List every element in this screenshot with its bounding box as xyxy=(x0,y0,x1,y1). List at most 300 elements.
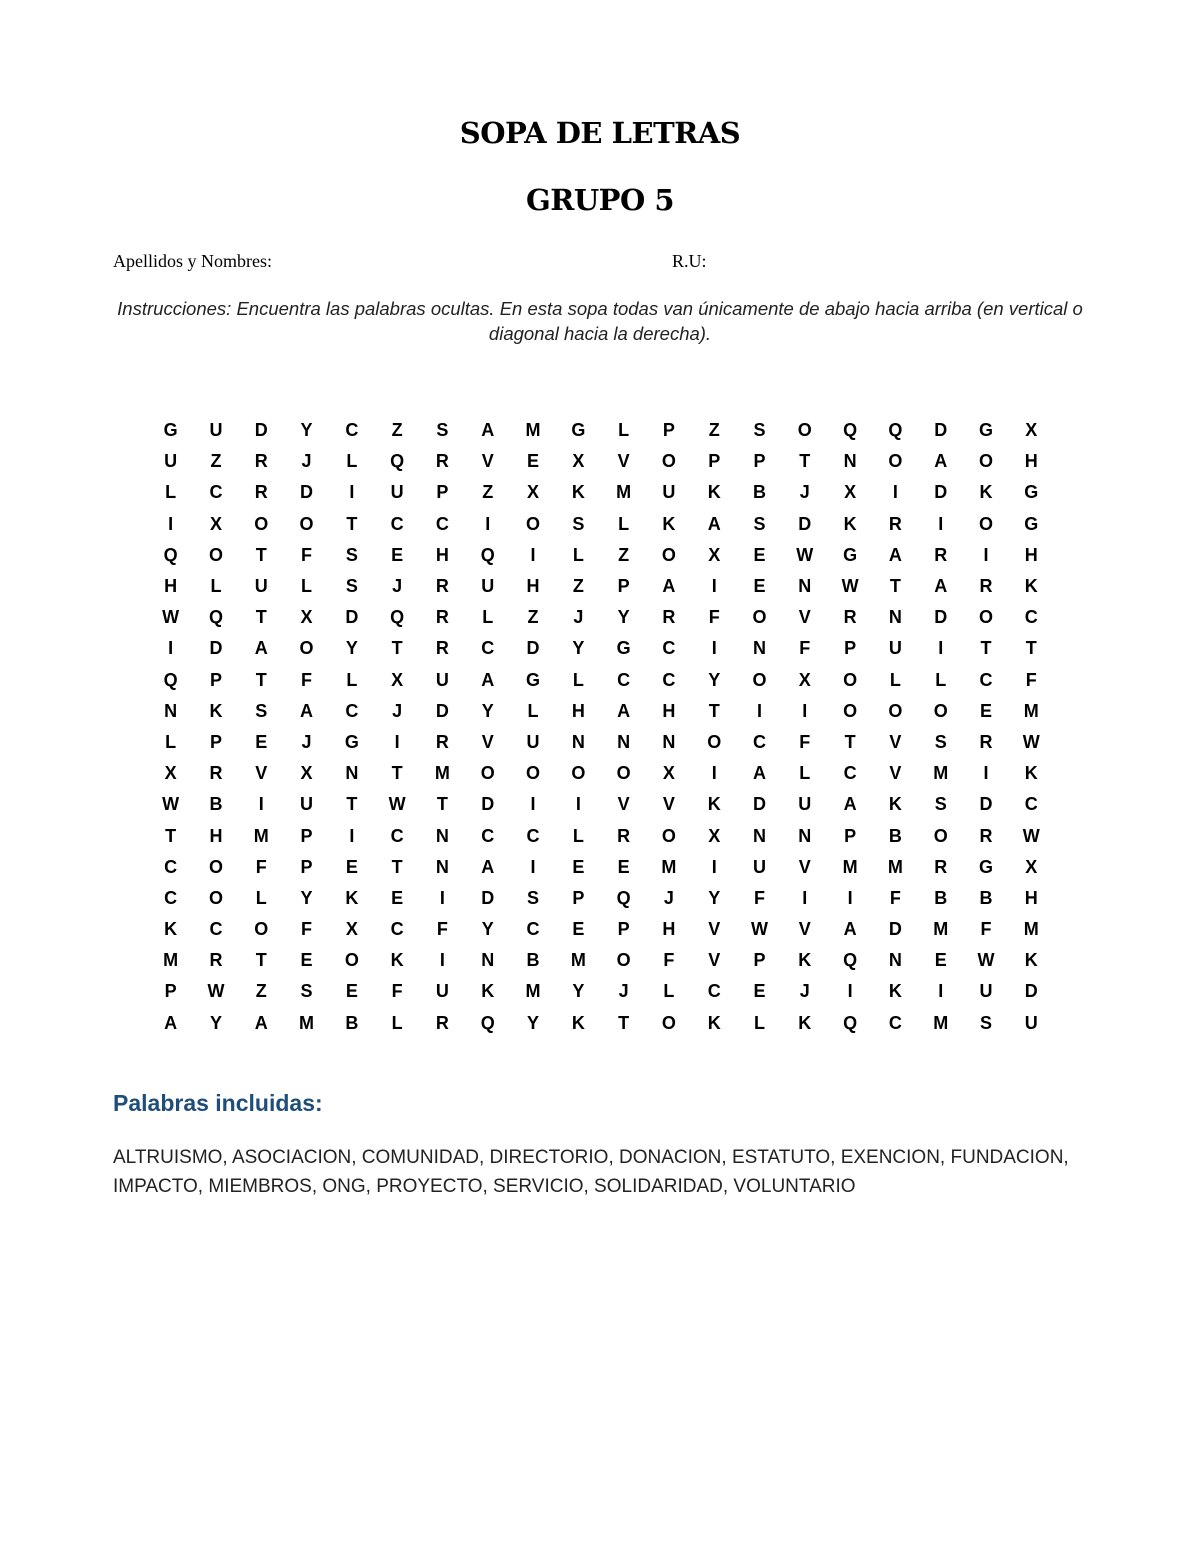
grid-letter[interactable]: O xyxy=(661,544,676,565)
grid-letter[interactable]: M xyxy=(1023,700,1039,721)
grid-letter[interactable]: G xyxy=(1024,513,1039,534)
grid-letter[interactable]: K xyxy=(888,981,902,1002)
grid-letter[interactable]: O xyxy=(661,451,676,472)
grid-letter[interactable]: U xyxy=(753,856,766,877)
grid-letter[interactable]: R xyxy=(662,607,676,628)
grid-letter[interactable]: U xyxy=(390,482,404,503)
grid-letter[interactable]: A xyxy=(843,919,857,940)
grid-letter[interactable]: A xyxy=(617,700,631,721)
grid-letter[interactable]: C xyxy=(209,482,223,503)
grid-letter[interactable]: X xyxy=(300,763,313,784)
grid-letter[interactable]: D xyxy=(435,700,449,721)
grid-letter[interactable]: N xyxy=(888,950,902,971)
grid-letter[interactable]: E xyxy=(979,700,992,721)
grid-letter[interactable]: C xyxy=(888,1012,902,1033)
grid-letter[interactable]: Q xyxy=(163,544,178,565)
grid-letter[interactable]: K xyxy=(390,950,404,971)
grid-letter[interactable]: C xyxy=(662,638,676,659)
grid-letter[interactable]: X xyxy=(708,825,721,846)
grid-letter[interactable]: Q xyxy=(390,607,405,628)
grid-letter[interactable]: N xyxy=(662,731,676,752)
grid-letter[interactable]: W xyxy=(977,950,995,971)
grid-letter[interactable]: H xyxy=(209,825,223,846)
grid-letter[interactable]: W xyxy=(796,544,814,565)
grid-letter[interactable]: E xyxy=(753,544,766,565)
grid-letter[interactable]: M xyxy=(525,981,541,1002)
grid-letter[interactable]: W xyxy=(1022,731,1040,752)
grid-letter[interactable]: U xyxy=(888,638,902,659)
grid-letter[interactable]: C xyxy=(1024,607,1038,628)
grid-letter[interactable]: X xyxy=(527,482,540,503)
grid-letter[interactable]: I xyxy=(349,482,355,503)
grid-letter[interactable]: D xyxy=(1024,981,1038,1002)
grid-letter[interactable]: S xyxy=(572,513,585,534)
grid-letter[interactable]: R xyxy=(435,1012,449,1033)
grid-letter[interactable]: Q xyxy=(163,669,178,690)
grid-letter[interactable]: W xyxy=(162,794,180,815)
grid-letter[interactable]: W xyxy=(751,919,768,940)
grid-letter[interactable]: Y xyxy=(209,1012,222,1033)
grid-letter[interactable]: C xyxy=(979,669,993,690)
grid-letter[interactable]: P xyxy=(844,825,857,846)
grid-letter[interactable]: H xyxy=(435,544,449,565)
grid-letter[interactable]: A xyxy=(888,544,902,565)
grid-letter[interactable]: G xyxy=(344,731,359,752)
grid-letter[interactable]: D xyxy=(526,638,540,659)
grid-letter[interactable]: F xyxy=(799,638,811,659)
grid-letter[interactable]: U xyxy=(435,981,449,1002)
grid-letter[interactable]: A xyxy=(481,856,495,877)
grid-letter[interactable]: Y xyxy=(708,669,721,690)
grid-letter[interactable]: X xyxy=(345,919,358,940)
grid-letter[interactable]: Q xyxy=(843,950,858,971)
grid-letter[interactable]: L xyxy=(391,1012,403,1033)
grid-letter[interactable]: F xyxy=(436,919,448,940)
grid-letter[interactable]: L xyxy=(527,700,539,721)
grid-letter[interactable]: N xyxy=(345,763,359,784)
grid-letter[interactable]: X xyxy=(164,763,177,784)
grid-letter[interactable]: F xyxy=(889,887,901,908)
grid-letter[interactable]: C xyxy=(753,731,766,752)
grid-letter[interactable]: C xyxy=(435,513,449,534)
grid-letter[interactable]: O xyxy=(208,887,223,908)
grid-letter[interactable]: I xyxy=(711,763,717,784)
grid-letter[interactable]: I xyxy=(711,856,717,877)
grid-letter[interactable]: J xyxy=(392,700,403,721)
grid-letter[interactable]: O xyxy=(299,638,314,659)
grid-letter[interactable]: L xyxy=(663,981,675,1002)
grid-letter[interactable]: X xyxy=(1025,420,1038,441)
grid-letter[interactable]: D xyxy=(934,420,948,441)
grid-letter[interactable]: U xyxy=(254,576,268,597)
grid-letter[interactable]: I xyxy=(847,981,853,1002)
grid-letter[interactable]: O xyxy=(661,1012,676,1033)
grid-letter[interactable]: S xyxy=(934,731,947,752)
grid-letter[interactable]: F xyxy=(980,919,992,940)
grid-letter[interactable]: X xyxy=(300,607,313,628)
grid-letter[interactable]: N xyxy=(888,607,902,628)
grid-letter[interactable]: I xyxy=(530,544,536,565)
grid-letter[interactable]: K xyxy=(707,482,721,503)
grid-letter[interactable]: I xyxy=(938,513,944,534)
grid-letter[interactable]: A xyxy=(707,513,721,534)
grid-letter[interactable]: L xyxy=(301,576,313,597)
grid-letter[interactable]: V xyxy=(798,919,811,940)
grid-letter[interactable]: K xyxy=(571,482,585,503)
grid-letter[interactable]: V xyxy=(255,763,268,784)
grid-letter[interactable]: K xyxy=(662,513,676,534)
grid-letter[interactable]: L xyxy=(482,607,494,628)
grid-letter[interactable]: X xyxy=(798,669,811,690)
grid-letter[interactable]: C xyxy=(390,513,404,534)
grid-letter[interactable]: I xyxy=(485,513,491,534)
grid-letter[interactable]: T xyxy=(346,794,358,815)
grid-letter[interactable]: I xyxy=(892,482,898,503)
grid-letter[interactable]: T xyxy=(889,576,901,597)
grid-letter[interactable]: H xyxy=(571,700,585,721)
grid-letter[interactable]: O xyxy=(978,513,993,534)
grid-letter[interactable]: T xyxy=(708,700,720,721)
grid-letter[interactable]: N xyxy=(435,856,449,877)
grid-letter[interactable]: C xyxy=(345,420,359,441)
grid-letter[interactable]: D xyxy=(934,482,948,503)
grid-letter[interactable]: R xyxy=(209,763,223,784)
grid-letter[interactable]: S xyxy=(300,981,313,1002)
grid-letter[interactable]: I xyxy=(530,856,536,877)
grid-letter[interactable]: K xyxy=(798,1012,812,1033)
grid-letter[interactable]: B xyxy=(934,887,948,908)
grid-letter[interactable]: Y xyxy=(572,981,585,1002)
grid-letter[interactable]: F xyxy=(301,669,313,690)
grid-letter[interactable]: P xyxy=(753,950,766,971)
grid-letter[interactable]: F xyxy=(255,856,267,877)
grid-letter[interactable]: J xyxy=(799,482,810,503)
grid-letter[interactable]: W xyxy=(207,981,225,1002)
grid-letter[interactable]: X xyxy=(1025,856,1038,877)
grid-letter[interactable]: J xyxy=(392,576,403,597)
grid-letter[interactable]: D xyxy=(209,638,223,659)
grid-letter[interactable]: V xyxy=(708,919,721,940)
grid-letter[interactable]: I xyxy=(938,638,944,659)
grid-letter[interactable]: P xyxy=(708,451,721,472)
grid-letter[interactable]: W xyxy=(388,794,406,815)
grid-letter[interactable]: T xyxy=(844,731,856,752)
grid-letter[interactable]: M xyxy=(253,825,269,846)
grid-letter[interactable]: I xyxy=(349,825,355,846)
grid-letter[interactable]: A xyxy=(843,794,857,815)
grid-letter[interactable]: O xyxy=(752,669,767,690)
grid-letter[interactable]: J xyxy=(618,981,629,1002)
grid-letter[interactable]: X xyxy=(708,544,721,565)
grid-letter[interactable]: W xyxy=(1022,825,1040,846)
grid-letter[interactable]: Y xyxy=(481,919,494,940)
grid-letter[interactable]: F xyxy=(301,919,313,940)
grid-letter[interactable]: R xyxy=(888,513,902,534)
grid-letter[interactable]: M xyxy=(525,420,541,441)
grid-letter[interactable]: R xyxy=(843,607,857,628)
grid-letter[interactable]: Q xyxy=(208,607,223,628)
grid-letter[interactable]: L xyxy=(618,420,630,441)
grid-letter[interactable]: K xyxy=(888,794,902,815)
grid-letter[interactable]: L xyxy=(346,669,358,690)
grid-letter[interactable]: S xyxy=(934,794,947,815)
grid-letter[interactable]: R xyxy=(435,638,449,659)
grid-letter[interactable]: I xyxy=(439,950,445,971)
grid-letter[interactable]: A xyxy=(254,1012,268,1033)
grid-letter[interactable]: U xyxy=(209,420,223,441)
grid-letter[interactable]: N xyxy=(571,731,585,752)
grid-letter[interactable]: R xyxy=(254,451,268,472)
grid-letter[interactable]: E xyxy=(572,919,585,940)
grid-letter[interactable]: P xyxy=(572,887,585,908)
grid-letter[interactable]: H xyxy=(164,576,178,597)
grid-letter[interactable]: Y xyxy=(300,420,313,441)
grid-letter[interactable]: I xyxy=(711,638,717,659)
grid-letter[interactable]: L xyxy=(935,669,947,690)
grid-letter[interactable]: C xyxy=(481,638,495,659)
grid-letter[interactable]: L xyxy=(754,1012,765,1033)
grid-letter[interactable]: O xyxy=(254,919,269,940)
grid-letter[interactable]: E xyxy=(255,731,268,752)
grid-letter[interactable]: M xyxy=(163,950,179,971)
grid-letter[interactable]: U xyxy=(526,731,540,752)
grid-letter[interactable]: O xyxy=(888,700,903,721)
grid-letter[interactable]: B xyxy=(209,794,223,815)
grid-letter[interactable]: O xyxy=(661,825,676,846)
grid-letter[interactable]: S xyxy=(345,576,358,597)
grid-letter[interactable]: T xyxy=(255,950,267,971)
grid-letter[interactable]: Q xyxy=(843,420,858,441)
grid-letter[interactable]: R xyxy=(979,576,993,597)
grid-letter[interactable]: G xyxy=(163,420,178,441)
grid-letter[interactable]: G xyxy=(978,420,993,441)
grid-letter[interactable]: O xyxy=(208,856,223,877)
grid-letter[interactable]: Y xyxy=(527,1012,540,1033)
grid-letter[interactable]: C xyxy=(164,887,178,908)
grid-letter[interactable]: R xyxy=(209,950,223,971)
grid-letter[interactable]: M xyxy=(299,1012,315,1033)
grid-letter[interactable]: V xyxy=(617,794,630,815)
grid-letter[interactable]: I xyxy=(802,887,808,908)
grid-letter[interactable]: T xyxy=(346,513,358,534)
grid-letter[interactable]: S xyxy=(345,544,358,565)
grid-letter[interactable]: C xyxy=(164,856,178,877)
grid-letter[interactable]: R xyxy=(979,731,993,752)
grid-letter[interactable]: V xyxy=(889,731,902,752)
grid-letter[interactable]: O xyxy=(752,607,767,628)
grid-letter[interactable]: U xyxy=(435,669,449,690)
grid-letter[interactable]: E xyxy=(391,544,404,565)
grid-letter[interactable]: Q xyxy=(390,451,405,472)
grid-letter[interactable]: R xyxy=(435,451,449,472)
grid-letter[interactable]: L xyxy=(346,451,358,472)
grid-letter[interactable]: P xyxy=(209,731,222,752)
grid-letter[interactable]: O xyxy=(978,607,993,628)
grid-letter[interactable]: L xyxy=(165,482,177,503)
grid-letter[interactable]: K xyxy=(209,700,223,721)
grid-letter[interactable]: O xyxy=(888,451,903,472)
grid-letter[interactable]: M xyxy=(933,919,949,940)
grid-letter[interactable]: D xyxy=(979,794,993,815)
grid-letter[interactable]: K xyxy=(843,513,857,534)
grid-letter[interactable]: C xyxy=(662,669,676,690)
grid-letter[interactable]: D xyxy=(300,482,314,503)
grid-letter[interactable]: P xyxy=(753,451,766,472)
grid-letter[interactable]: L xyxy=(210,576,222,597)
grid-letter[interactable]: J xyxy=(799,981,810,1002)
grid-letter[interactable]: N xyxy=(843,451,857,472)
grid-letter[interactable]: T xyxy=(980,638,992,659)
grid-letter[interactable]: O xyxy=(254,513,269,534)
grid-letter[interactable]: O xyxy=(933,825,948,846)
grid-letter[interactable]: C xyxy=(390,825,404,846)
grid-letter[interactable]: P xyxy=(164,981,177,1002)
grid-letter[interactable]: N xyxy=(753,825,766,846)
grid-letter[interactable]: T xyxy=(391,856,403,877)
grid-letter[interactable]: D xyxy=(345,607,359,628)
grid-letter[interactable]: B xyxy=(753,482,766,503)
grid-letter[interactable]: V xyxy=(798,856,811,877)
grid-letter[interactable]: T xyxy=(165,825,177,846)
grid-letter[interactable]: O xyxy=(707,731,722,752)
grid-letter[interactable]: D xyxy=(254,420,268,441)
grid-letter[interactable]: Y xyxy=(345,638,358,659)
grid-letter[interactable]: K xyxy=(345,887,359,908)
grid-letter[interactable]: F xyxy=(1025,669,1037,690)
grid-letter[interactable]: D xyxy=(798,513,812,534)
grid-letter[interactable]: G xyxy=(843,544,858,565)
grid-letter[interactable]: X xyxy=(662,763,675,784)
grid-letter[interactable]: G xyxy=(571,420,586,441)
grid-letter[interactable]: M xyxy=(887,856,903,877)
grid-letter[interactable]: O xyxy=(843,700,858,721)
grid-letter[interactable]: B xyxy=(979,887,993,908)
grid-letter[interactable]: I xyxy=(530,794,536,815)
grid-letter[interactable]: C xyxy=(345,700,359,721)
grid-letter[interactable]: Y xyxy=(481,700,494,721)
grid-letter[interactable]: M xyxy=(434,763,450,784)
grid-letter[interactable]: E xyxy=(345,981,358,1002)
grid-letter[interactable]: N xyxy=(753,638,766,659)
grid-letter[interactable]: K xyxy=(979,482,993,503)
grid-letter[interactable]: I xyxy=(847,887,853,908)
grid-letter[interactable]: P xyxy=(844,638,857,659)
grid-letter[interactable]: K xyxy=(707,1012,721,1033)
grid-letter[interactable]: Z xyxy=(482,482,494,503)
grid-letter[interactable]: K xyxy=(164,919,178,940)
grid-letter[interactable]: V xyxy=(708,950,721,971)
grid-letter[interactable]: D xyxy=(481,887,495,908)
grid-letter[interactable]: A xyxy=(481,420,495,441)
grid-letter[interactable]: W xyxy=(162,607,180,628)
grid-letter[interactable]: F xyxy=(708,607,720,628)
grid-letter[interactable]: P xyxy=(300,825,313,846)
grid-letter[interactable]: O xyxy=(526,763,541,784)
grid-letter[interactable]: L xyxy=(572,825,584,846)
grid-letter[interactable]: E xyxy=(753,576,766,597)
grid-letter[interactable]: P xyxy=(300,856,313,877)
grid-letter[interactable]: G xyxy=(616,638,631,659)
grid-letter[interactable]: Q xyxy=(480,544,495,565)
grid-letter[interactable]: O xyxy=(616,763,631,784)
grid-letter[interactable]: P xyxy=(662,420,675,441)
grid-letter[interactable]: E xyxy=(572,856,585,877)
grid-letter[interactable]: E xyxy=(391,887,404,908)
grid-letter[interactable]: M xyxy=(570,950,586,971)
grid-letter[interactable]: J xyxy=(663,887,674,908)
grid-letter[interactable]: F xyxy=(663,950,675,971)
grid-letter[interactable]: G xyxy=(1024,482,1039,503)
grid-letter[interactable]: Q xyxy=(480,1012,495,1033)
grid-letter[interactable]: Y xyxy=(617,607,630,628)
grid-letter[interactable]: J xyxy=(301,451,312,472)
grid-letter[interactable]: L xyxy=(572,544,584,565)
grid-letter[interactable]: U xyxy=(300,794,314,815)
grid-letter[interactable]: F xyxy=(754,887,765,908)
grid-letter[interactable]: B xyxy=(888,825,902,846)
grid-letter[interactable]: V xyxy=(617,451,630,472)
grid-letter[interactable]: I xyxy=(168,638,174,659)
grid-letter[interactable]: C xyxy=(843,763,857,784)
grid-letter[interactable]: I xyxy=(394,731,400,752)
grid-letter[interactable]: Q xyxy=(616,887,631,908)
grid-letter[interactable]: H xyxy=(662,919,676,940)
grid-letter[interactable]: P xyxy=(436,482,449,503)
grid-letter[interactable]: I xyxy=(168,513,174,534)
grid-letter[interactable]: V xyxy=(889,763,902,784)
grid-letter[interactable]: R xyxy=(979,825,993,846)
grid-letter[interactable]: U xyxy=(798,794,812,815)
grid-letter[interactable]: U xyxy=(1024,1012,1038,1033)
grid-letter[interactable]: S xyxy=(255,700,268,721)
grid-letter[interactable]: O xyxy=(208,544,223,565)
grid-letter[interactable]: S xyxy=(436,420,449,441)
grid-letter[interactable]: Y xyxy=(708,887,721,908)
grid-letter[interactable]: I xyxy=(258,794,264,815)
grid-letter[interactable]: A xyxy=(481,669,495,690)
grid-letter[interactable]: A xyxy=(934,451,948,472)
grid-letter[interactable]: X xyxy=(844,482,857,503)
grid-letter[interactable]: L xyxy=(618,513,630,534)
grid-letter[interactable]: Y xyxy=(572,638,585,659)
grid-letter[interactable]: V xyxy=(481,451,494,472)
grid-letter[interactable]: Z xyxy=(572,576,584,597)
grid-letter[interactable]: L xyxy=(165,731,177,752)
grid-letter[interactable]: Z xyxy=(527,607,539,628)
grid-letter[interactable]: M xyxy=(1023,919,1039,940)
grid-letter[interactable]: E xyxy=(934,950,947,971)
grid-letter[interactable]: I xyxy=(575,794,581,815)
grid-letter[interactable]: V xyxy=(481,731,494,752)
grid-letter[interactable]: M xyxy=(933,763,949,784)
grid-letter[interactable]: G xyxy=(526,669,541,690)
grid-letter[interactable]: O xyxy=(978,451,993,472)
grid-letter[interactable]: I xyxy=(983,763,989,784)
grid-letter[interactable]: B xyxy=(345,1012,359,1033)
grid-letter[interactable]: E xyxy=(753,981,766,1002)
grid-letter[interactable]: Q xyxy=(888,420,903,441)
grid-letter[interactable]: C xyxy=(481,825,495,846)
grid-letter[interactable]: Z xyxy=(708,420,720,441)
grid-letter[interactable]: K xyxy=(1024,576,1038,597)
grid-letter[interactable]: A xyxy=(753,763,766,784)
grid-letter[interactable]: N xyxy=(798,576,812,597)
grid-letter[interactable]: C xyxy=(1024,794,1038,815)
grid-letter[interactable]: X xyxy=(209,513,222,534)
grid-letter[interactable]: U xyxy=(662,482,676,503)
grid-letter[interactable]: O xyxy=(526,513,541,534)
grid-letter[interactable]: F xyxy=(799,731,811,752)
